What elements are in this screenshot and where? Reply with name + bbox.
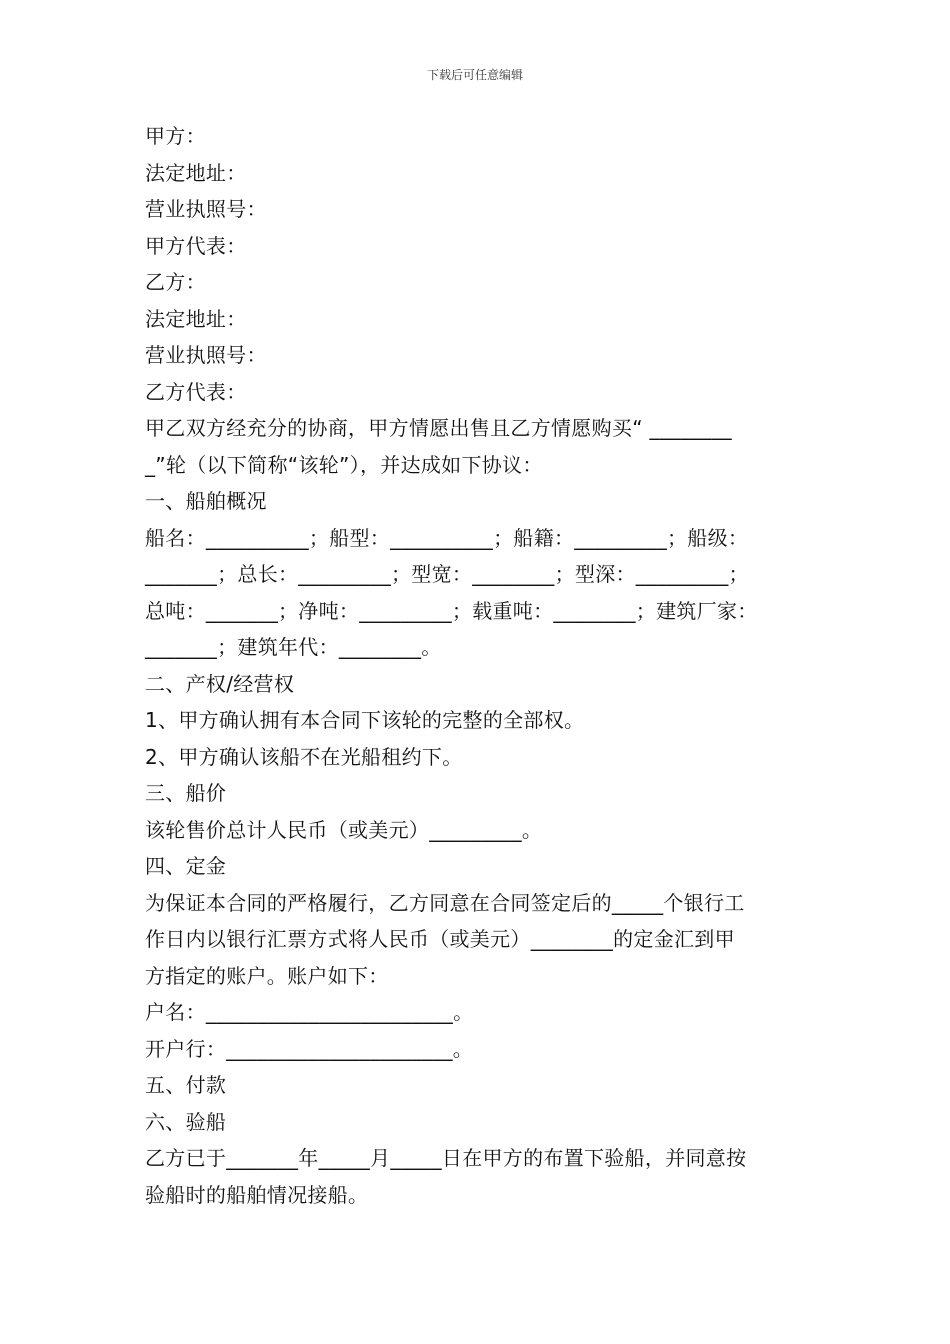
account-bank: 开户行：______________________。 — [145, 1036, 474, 1061]
party-b-license: 营业执照号： — [145, 343, 267, 367]
page-header: 下载后可任意编辑 — [426, 68, 523, 82]
party-b-address: 法定地址： — [145, 306, 247, 331]
deposit-clause-line-1: 为保证本合同的严格履行，乙方同意在合同签定后的_____个银行工 — [145, 890, 745, 915]
account-name: 户名：________________________。 — [145, 1000, 474, 1024]
vessel-details-line-1: 船名：__________；船型：__________；船籍：_________；船级： — [145, 525, 749, 550]
inspection-clause-line-1: 乙方已于_______年_____月_____日在甲方的布置下验船，并同意按 — [145, 1146, 747, 1170]
section-heading-deposit: 四、定金 — [145, 854, 227, 878]
section-heading-price: 三、船价 — [145, 781, 227, 805]
party-a-address: 法定地址： — [145, 160, 247, 185]
party-a-representative: 甲方代表： — [145, 233, 247, 258]
party-b-representative: 乙方代表： — [145, 379, 247, 404]
preamble-line-1: 甲乙双方经充分的协商，甲方情愿出售且乙方情愿购买“ ________ — [145, 416, 732, 440]
vessel-details-line-4: _______；建筑年代：________。 — [145, 635, 442, 659]
party-a-label: 甲方： — [145, 124, 206, 148]
section-heading-payment: 五、付款 — [145, 1073, 227, 1097]
party-a-license: 营业执照号： — [145, 197, 267, 221]
preamble-line-2: _”轮（以下简称“该轮”），并达成如下协议： — [145, 452, 543, 477]
section-heading-vessel-overview: 一、船舶概况 — [145, 489, 267, 513]
ownership-clause-2: 2、甲方确认该船不在光船租约下。 — [145, 744, 463, 769]
deposit-clause-line-3: 方指定的账户。账户如下： — [145, 963, 389, 988]
contract-body — [145, 118, 825, 1213]
section-heading-inspection: 六、验船 — [145, 1109, 227, 1134]
ownership-clause-1: 1、甲方确认拥有本合同下该轮的完整的全部权。 — [145, 708, 585, 732]
section-heading-ownership: 二、产权/经营权 — [145, 671, 295, 696]
inspection-clause-line-2: 验船时的船舶情况接船。 — [145, 1182, 369, 1207]
deposit-clause-line-2: 作日内以银行汇票方式将人民币（或美元）________的定金汇到甲 — [145, 927, 735, 951]
vessel-details-line-3: 总吨：_______；净吨：_________；载重吨：________；建筑厂家： — [145, 598, 758, 623]
vessel-details-line-2: _______；总长：_________；型宽：________；型深：_________； — [145, 562, 749, 586]
party-b-label: 乙方： — [145, 270, 206, 294]
price-clause: 该轮售价总计人民币（或美元）_________。 — [145, 817, 543, 842]
